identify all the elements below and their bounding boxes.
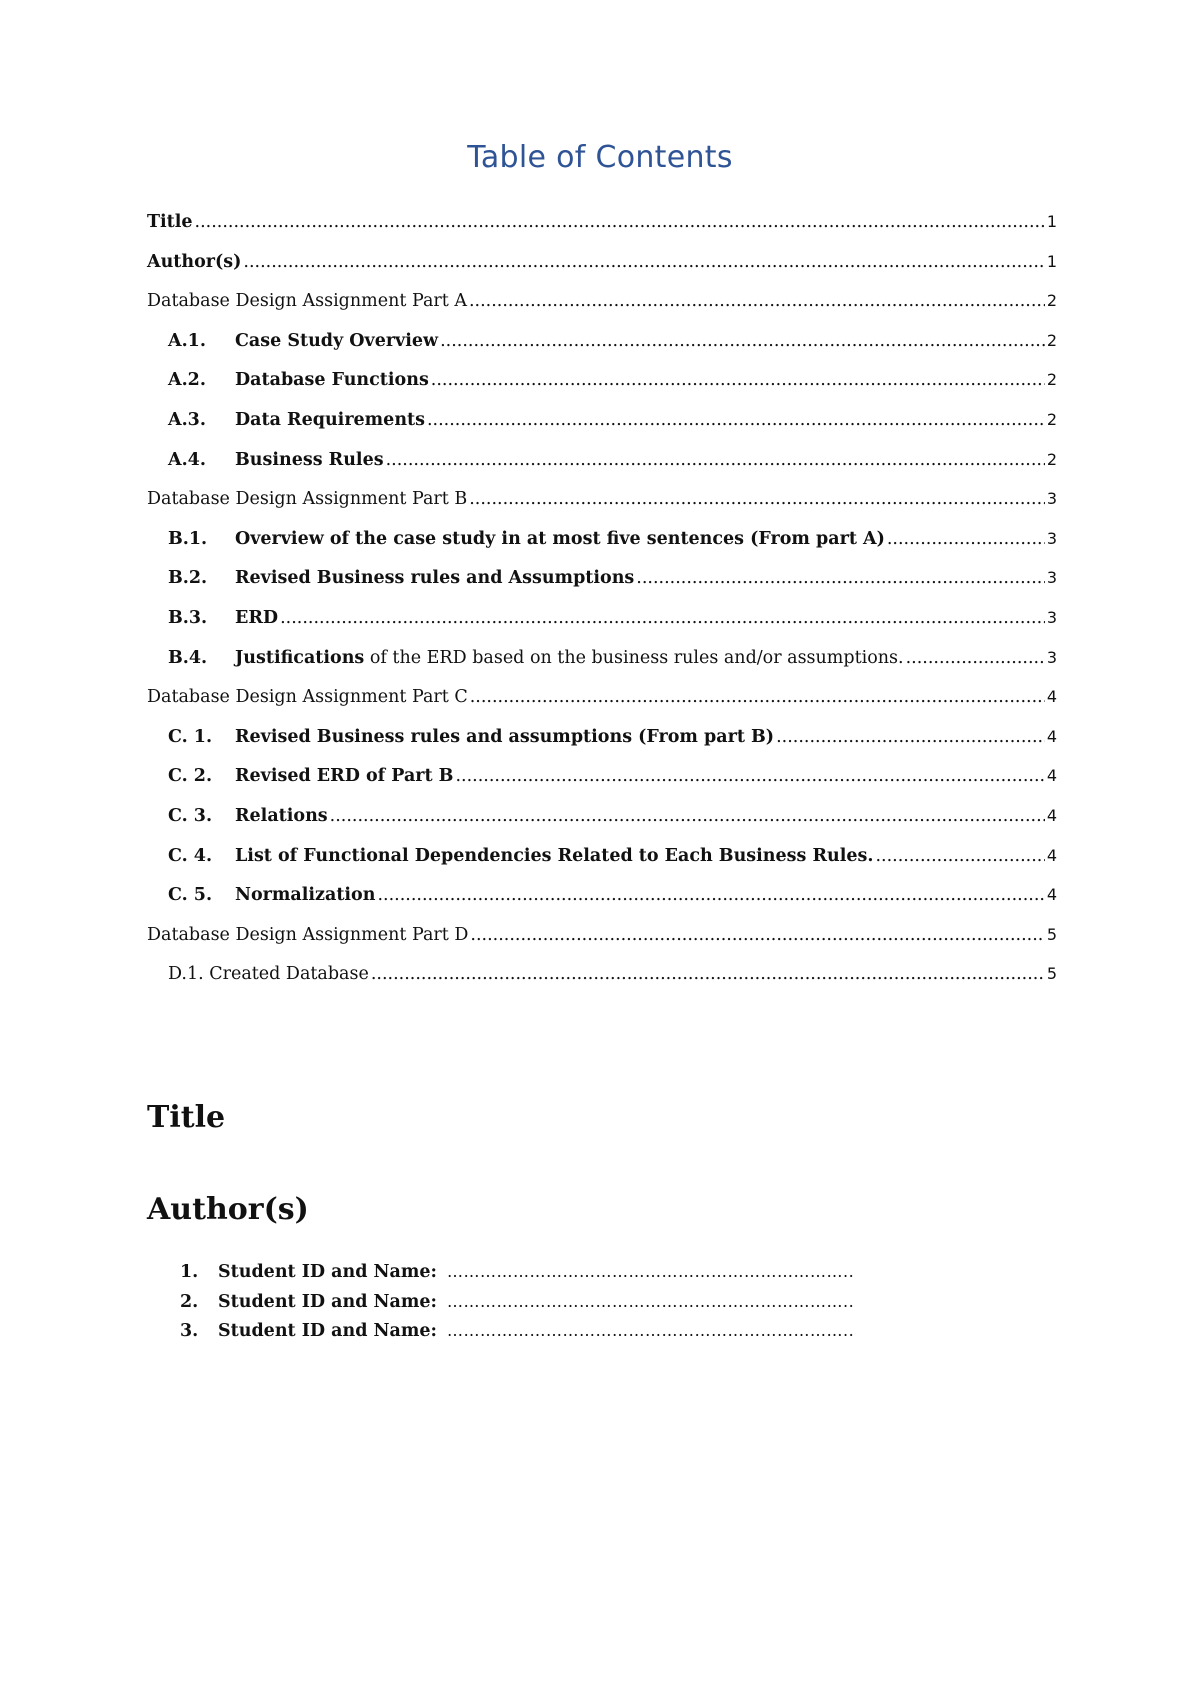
toc-page-number: 4 [1046, 726, 1057, 746]
toc-entry-number: B.3. [168, 607, 208, 628]
toc-entry-text [147, 212, 193, 232]
toc-entry[interactable] [147, 687, 1057, 727]
toc-dot-leader [386, 450, 1045, 470]
toc-entry[interactable] [147, 529, 1057, 569]
toc-entry-number: C. 3. [168, 805, 213, 826]
toc-entry[interactable] [147, 212, 1057, 252]
toc-entry[interactable] [147, 252, 1057, 292]
toc-entry[interactable] [147, 410, 1057, 450]
toc-entry[interactable] [147, 964, 1057, 1004]
toc-entry-text [168, 964, 369, 984]
toc-entry-number: A.3. [168, 409, 206, 430]
toc-dot-leader [427, 410, 1045, 430]
toc-dot-leader [887, 529, 1045, 549]
toc-dot-leader [469, 489, 1045, 509]
title-heading: Title [147, 1100, 226, 1135]
student-list [180, 1262, 980, 1351]
toc-dot-leader [280, 608, 1045, 628]
student-label: Student ID and Name: [218, 1291, 438, 1312]
toc-entry-label: Database Design Assignment Part A [147, 291, 467, 312]
toc-entry-label: Author(s) [147, 251, 242, 272]
toc-entry-text [235, 806, 328, 826]
toc-page-number: 3 [1046, 647, 1057, 667]
toc-entry-label: Normalization [235, 885, 376, 906]
toc-dot-leader [431, 370, 1045, 390]
toc-entry-label: Data Requirements [235, 409, 425, 430]
toc-entry-label: Revised ERD of Part B [235, 766, 454, 787]
toc-dot-leader [371, 964, 1045, 984]
toc-entry[interactable] [147, 568, 1057, 608]
student-index: 3. [180, 1321, 199, 1341]
toc-entry-text [147, 252, 241, 272]
toc-dot-leader [470, 687, 1045, 707]
toc-entry-label: Database Design Assignment Part B [147, 489, 468, 510]
toc-entry-text [235, 410, 425, 430]
toc-entry-number: A.1. [168, 330, 206, 351]
toc-entry-label: Database Functions [235, 370, 429, 391]
toc-entry-number: B.1. [168, 528, 208, 549]
toc-page-number: 4 [1046, 885, 1057, 905]
toc-dot-leader [377, 885, 1044, 905]
toc-page-number: 2 [1046, 291, 1057, 311]
toc-entry[interactable] [147, 291, 1057, 331]
toc-entry[interactable] [147, 925, 1057, 965]
toc-entry[interactable] [147, 727, 1057, 767]
toc-entry-label: Justifications [235, 647, 365, 668]
toc-entry-label: Overview of the case study in at most five sentences (From part A) [235, 528, 885, 549]
toc-entry-text [235, 846, 873, 866]
toc-dot-leader [469, 291, 1045, 311]
toc-dot-leader [906, 648, 1045, 668]
toc-entry-text [235, 885, 375, 905]
toc-entry-label: Revised Business rules and Assumptions [235, 568, 635, 589]
toc-page-number: 2 [1046, 449, 1057, 469]
toc-dot-leader [243, 252, 1044, 272]
toc-entry[interactable] [147, 450, 1057, 490]
toc-entry-text [147, 925, 468, 945]
toc-entry-label: Revised Business rules and assumptions (From part B) [235, 726, 775, 747]
toc-dot-leader [776, 727, 1045, 747]
toc-entry[interactable] [147, 766, 1057, 806]
toc-entry[interactable] [147, 370, 1057, 410]
toc-page-number: 1 [1046, 251, 1057, 271]
toc-entry[interactable] [147, 331, 1057, 371]
toc-entry-label-rest: of the ERD based on the business rules and/or assumptions. [364, 647, 904, 668]
toc-entry-label: Case Study Overview [235, 330, 439, 351]
toc-entry-text [235, 450, 384, 470]
student-index: 1. [180, 1262, 199, 1282]
toc-entry-text [147, 291, 467, 311]
student-fill-line[interactable]: ……………………………………………………………….. [447, 1262, 855, 1281]
student-list-item [180, 1262, 980, 1292]
toc-entry-text [235, 529, 885, 549]
toc-entry-label: D.1. Created Database [168, 964, 369, 985]
toc-entry[interactable] [147, 489, 1057, 529]
toc-heading: Table of Contents [467, 140, 733, 175]
toc-entry-number: A.4. [168, 449, 206, 470]
toc-entry-number: A.2. [168, 370, 206, 391]
student-fill-line[interactable]: ……………………………………………………………….. [447, 1291, 855, 1311]
student-fill-line[interactable]: ……………………………………………………………….. [447, 1321, 855, 1340]
toc-entry-number: C. 4. [168, 845, 213, 866]
toc-entry-number: B.2. [168, 568, 208, 589]
toc-entry-text [235, 727, 774, 747]
toc-entry-label: Title [147, 212, 193, 232]
table-of-contents [147, 212, 1057, 1004]
authors-heading: Author(s) [147, 1192, 309, 1227]
toc-dot-leader [470, 925, 1044, 945]
toc-entry-number: C. 1. [168, 726, 213, 747]
toc-entry-label: Relations [235, 805, 328, 826]
toc-entry-text [235, 608, 278, 628]
toc-entry[interactable] [147, 648, 1057, 688]
toc-entry-label: ERD [235, 607, 279, 628]
toc-dot-leader [440, 331, 1045, 351]
toc-page-number: 4 [1046, 687, 1057, 707]
toc-entry[interactable] [147, 608, 1057, 648]
student-index: 2. [180, 1291, 199, 1312]
toc-page-number: 2 [1046, 330, 1057, 350]
toc-entry-label: List of Functional Dependencies Related to Each Business Rules. [235, 845, 874, 866]
student-label: Student ID and Name: [218, 1262, 438, 1282]
toc-entry[interactable] [147, 885, 1057, 925]
toc-page-number: 3 [1046, 528, 1057, 548]
toc-entry-label: Database Design Assignment Part D [147, 924, 469, 945]
toc-entry-number: B.4. [168, 647, 208, 668]
student-list-item [180, 1292, 980, 1322]
toc-entry-number: C. 2. [168, 766, 213, 787]
toc-page-number: 3 [1046, 568, 1057, 588]
toc-page-number: 3 [1046, 607, 1057, 627]
toc-page-number: 4 [1046, 845, 1057, 865]
student-list-item [180, 1321, 980, 1351]
toc-page-number: 2 [1046, 370, 1057, 390]
toc-dot-leader [636, 568, 1045, 588]
toc-page-number: 4 [1046, 766, 1057, 786]
toc-entry-text [235, 648, 904, 668]
toc-page-number: 4 [1046, 805, 1057, 825]
toc-entry-text [235, 766, 453, 786]
toc-page-number: 2 [1046, 409, 1057, 429]
toc-dot-leader [330, 806, 1045, 826]
student-label: Student ID and Name: [218, 1321, 438, 1341]
toc-entry[interactable] [147, 846, 1057, 886]
toc-page-number: 1 [1046, 212, 1057, 231]
toc-entry-label: Business Rules [235, 449, 384, 470]
toc-entry-text [235, 331, 438, 351]
toc-entry-number: C. 5. [168, 885, 213, 906]
toc-entry[interactable] [147, 806, 1057, 846]
toc-entry-label: Database Design Assignment Part C [147, 687, 468, 708]
toc-dot-leader [195, 212, 1045, 232]
toc-entry-text [235, 568, 634, 588]
toc-dot-leader [455, 766, 1044, 786]
toc-entry-text [147, 687, 468, 707]
toc-dot-leader [875, 846, 1044, 866]
toc-page-number: 5 [1046, 964, 1057, 984]
toc-entry-text [235, 370, 429, 390]
toc-entry-text [147, 489, 467, 509]
toc-page-number: 3 [1046, 489, 1057, 509]
toc-page-number: 5 [1046, 924, 1057, 944]
